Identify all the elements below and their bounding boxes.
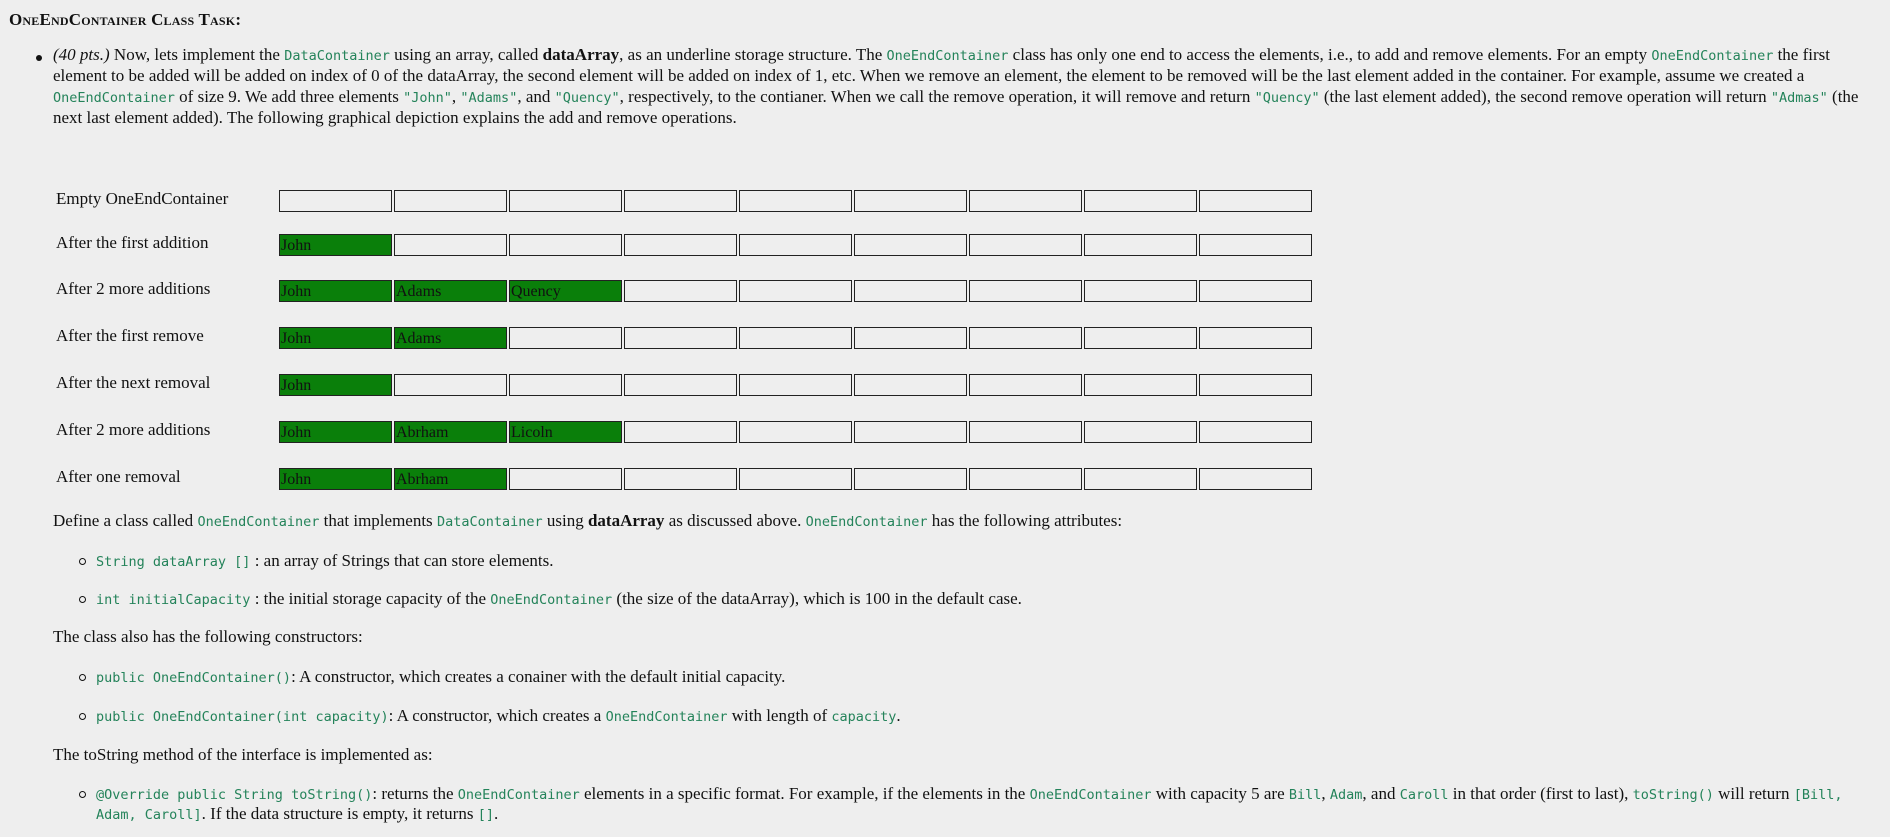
array-cell-empty <box>1084 374 1197 396</box>
array-cell-empty <box>969 327 1082 349</box>
tostring-intro: The toString method of the interface is implemented as: <box>53 745 433 764</box>
array-cell-empty <box>394 190 507 212</box>
circle-bullet <box>79 791 86 798</box>
array-cell-empty <box>624 190 737 212</box>
row-label: After the first remove <box>56 326 204 345</box>
ctor-capacity: public OneEndContainer(int capacity): A constructor, which creates a OneEndContainer with length of capacity. <box>96 706 901 725</box>
array-cell-empty <box>854 374 967 396</box>
tostring-line-1: @Override public String toString(): returns the OneEndContainer elements in a specific format. For example, if the elements in the OneEndContainer with capacity 5 are Bill, Adam, and Caroll in that order (first to last), toString() will return [Bill, <box>96 784 1843 803</box>
attr-initial-capacity: int initialCapacity : the initial storage capacity of the OneEndContainer (the size of the dataArray), which is 100 in the default case. <box>96 589 1022 608</box>
circle-bullet <box>79 558 86 565</box>
array-cell-empty <box>624 327 737 349</box>
array-cell-filled: John <box>279 374 392 396</box>
array-cell-empty <box>854 421 967 443</box>
array-cell-empty <box>854 280 967 302</box>
row-label: Empty OneEndContainer <box>56 189 229 208</box>
array-cell-empty <box>854 234 967 256</box>
attr-data-array: String dataArray [] : an array of Strings that can store elements. <box>96 551 554 570</box>
array-cell-filled: Adams <box>394 280 507 302</box>
array-cell-empty <box>1199 190 1312 212</box>
array-cell-empty <box>739 421 852 443</box>
array-cell-filled: John <box>279 421 392 443</box>
array-cell-filled: John <box>279 327 392 349</box>
array-cell-filled: John <box>279 280 392 302</box>
circle-bullet <box>79 674 86 681</box>
circle-bullet <box>79 596 86 603</box>
array-cell-empty <box>854 468 967 490</box>
array-cell-empty <box>969 468 1082 490</box>
array-row <box>279 374 1314 396</box>
row-label: After 2 more additions <box>56 420 211 439</box>
array-cell-empty <box>739 190 852 212</box>
tostring-line-2: Adam, Caroll]. If the data structure is empty, it returns []. <box>96 804 499 823</box>
row-label: After 2 more additions <box>56 279 211 298</box>
array-cell-empty <box>739 374 852 396</box>
array-row <box>279 234 1314 256</box>
ctor-default: public OneEndContainer(): A constructor, which creates a conainer with the default initial capacity. <box>96 667 786 686</box>
array-cell-empty <box>739 280 852 302</box>
array-cell-empty <box>624 468 737 490</box>
array-cell-filled: Abrham <box>394 421 507 443</box>
array-cell-empty <box>394 234 507 256</box>
array-cell-empty <box>739 234 852 256</box>
array-row <box>279 190 1314 212</box>
array-row <box>279 327 1314 349</box>
array-cell-empty <box>1199 374 1312 396</box>
array-cell-filled: Abrham <box>394 468 507 490</box>
array-cell-empty <box>509 234 622 256</box>
array-cell-empty <box>969 234 1082 256</box>
array-cell-empty <box>1199 327 1312 349</box>
array-cell-empty <box>394 374 507 396</box>
array-cell-empty <box>1199 468 1312 490</box>
array-cell-empty <box>739 327 852 349</box>
array-row <box>279 280 1314 302</box>
array-cell-empty <box>1084 421 1197 443</box>
row-label: After the next removal <box>56 373 211 392</box>
array-cell-empty <box>509 190 622 212</box>
constructors-intro: The class also has the following constructors: <box>53 627 363 646</box>
array-cell-empty <box>279 190 392 212</box>
array-cell-empty <box>1084 190 1197 212</box>
array-cell-empty <box>1084 327 1197 349</box>
array-cell-empty <box>624 374 737 396</box>
array-cell-empty <box>624 421 737 443</box>
circle-bullet <box>79 713 86 720</box>
array-cell-empty <box>624 234 737 256</box>
array-cell-empty <box>1084 234 1197 256</box>
intro-line-2: element to be added will be added on index of 0 of the dataArray, the second element will be added on index of 1, etc. When we remove an element, the element to be removed will be the last element added in the container. For example, assume we created a <box>53 66 1805 85</box>
task-title: OneEndContainer Class Task: <box>9 10 242 29</box>
array-cell-empty <box>509 327 622 349</box>
row-label: After one removal <box>56 467 181 486</box>
array-cell-empty <box>969 190 1082 212</box>
array-cell-empty <box>509 468 622 490</box>
intro-line-4: next last element added). The following graphical depiction explains the add and remove operations. <box>53 108 737 127</box>
row-label: After the first addition <box>56 233 209 252</box>
array-cell-empty <box>854 327 967 349</box>
array-cell-empty <box>969 421 1082 443</box>
array-row <box>279 468 1314 490</box>
array-cell-filled: John <box>279 234 392 256</box>
bullet <box>36 55 42 61</box>
array-row <box>279 421 1314 443</box>
define-paragraph: Define a class called OneEndContainer that implements DataContainer using dataArray as discussed above. OneEndContainer has the following attributes: <box>53 511 1123 530</box>
array-cell-empty <box>624 280 737 302</box>
array-cell-empty <box>969 374 1082 396</box>
array-cell-empty <box>1199 280 1312 302</box>
array-cell-empty <box>1199 234 1312 256</box>
array-cell-empty <box>1199 421 1312 443</box>
intro-line-1: (40 pts.) Now, lets implement the DataContainer using an array, called dataArray, as an underline storage structure. The OneEndContainer class has only one end to access the elements, i.e., to add and remove elements. For an empty OneEndContainer the first <box>53 45 1830 64</box>
array-cell-filled: Licoln <box>509 421 622 443</box>
array-cell-empty <box>739 468 852 490</box>
array-cell-filled: John <box>279 468 392 490</box>
intro-line-3: OneEndContainer of size 9. We add three elements "John", "Adams", and "Quency", respectively, to the contianer. When we call the remove operation, it will remove and return "Quency" (the last element added), the second remove operation will return "Admas" (the <box>53 87 1859 106</box>
array-cell-empty <box>854 190 967 212</box>
array-cell-filled: Adams <box>394 327 507 349</box>
array-cell-empty <box>1084 280 1197 302</box>
array-cell-filled: Quency <box>509 280 622 302</box>
array-cell-empty <box>969 280 1082 302</box>
array-cell-empty <box>1084 468 1197 490</box>
array-cell-empty <box>509 374 622 396</box>
